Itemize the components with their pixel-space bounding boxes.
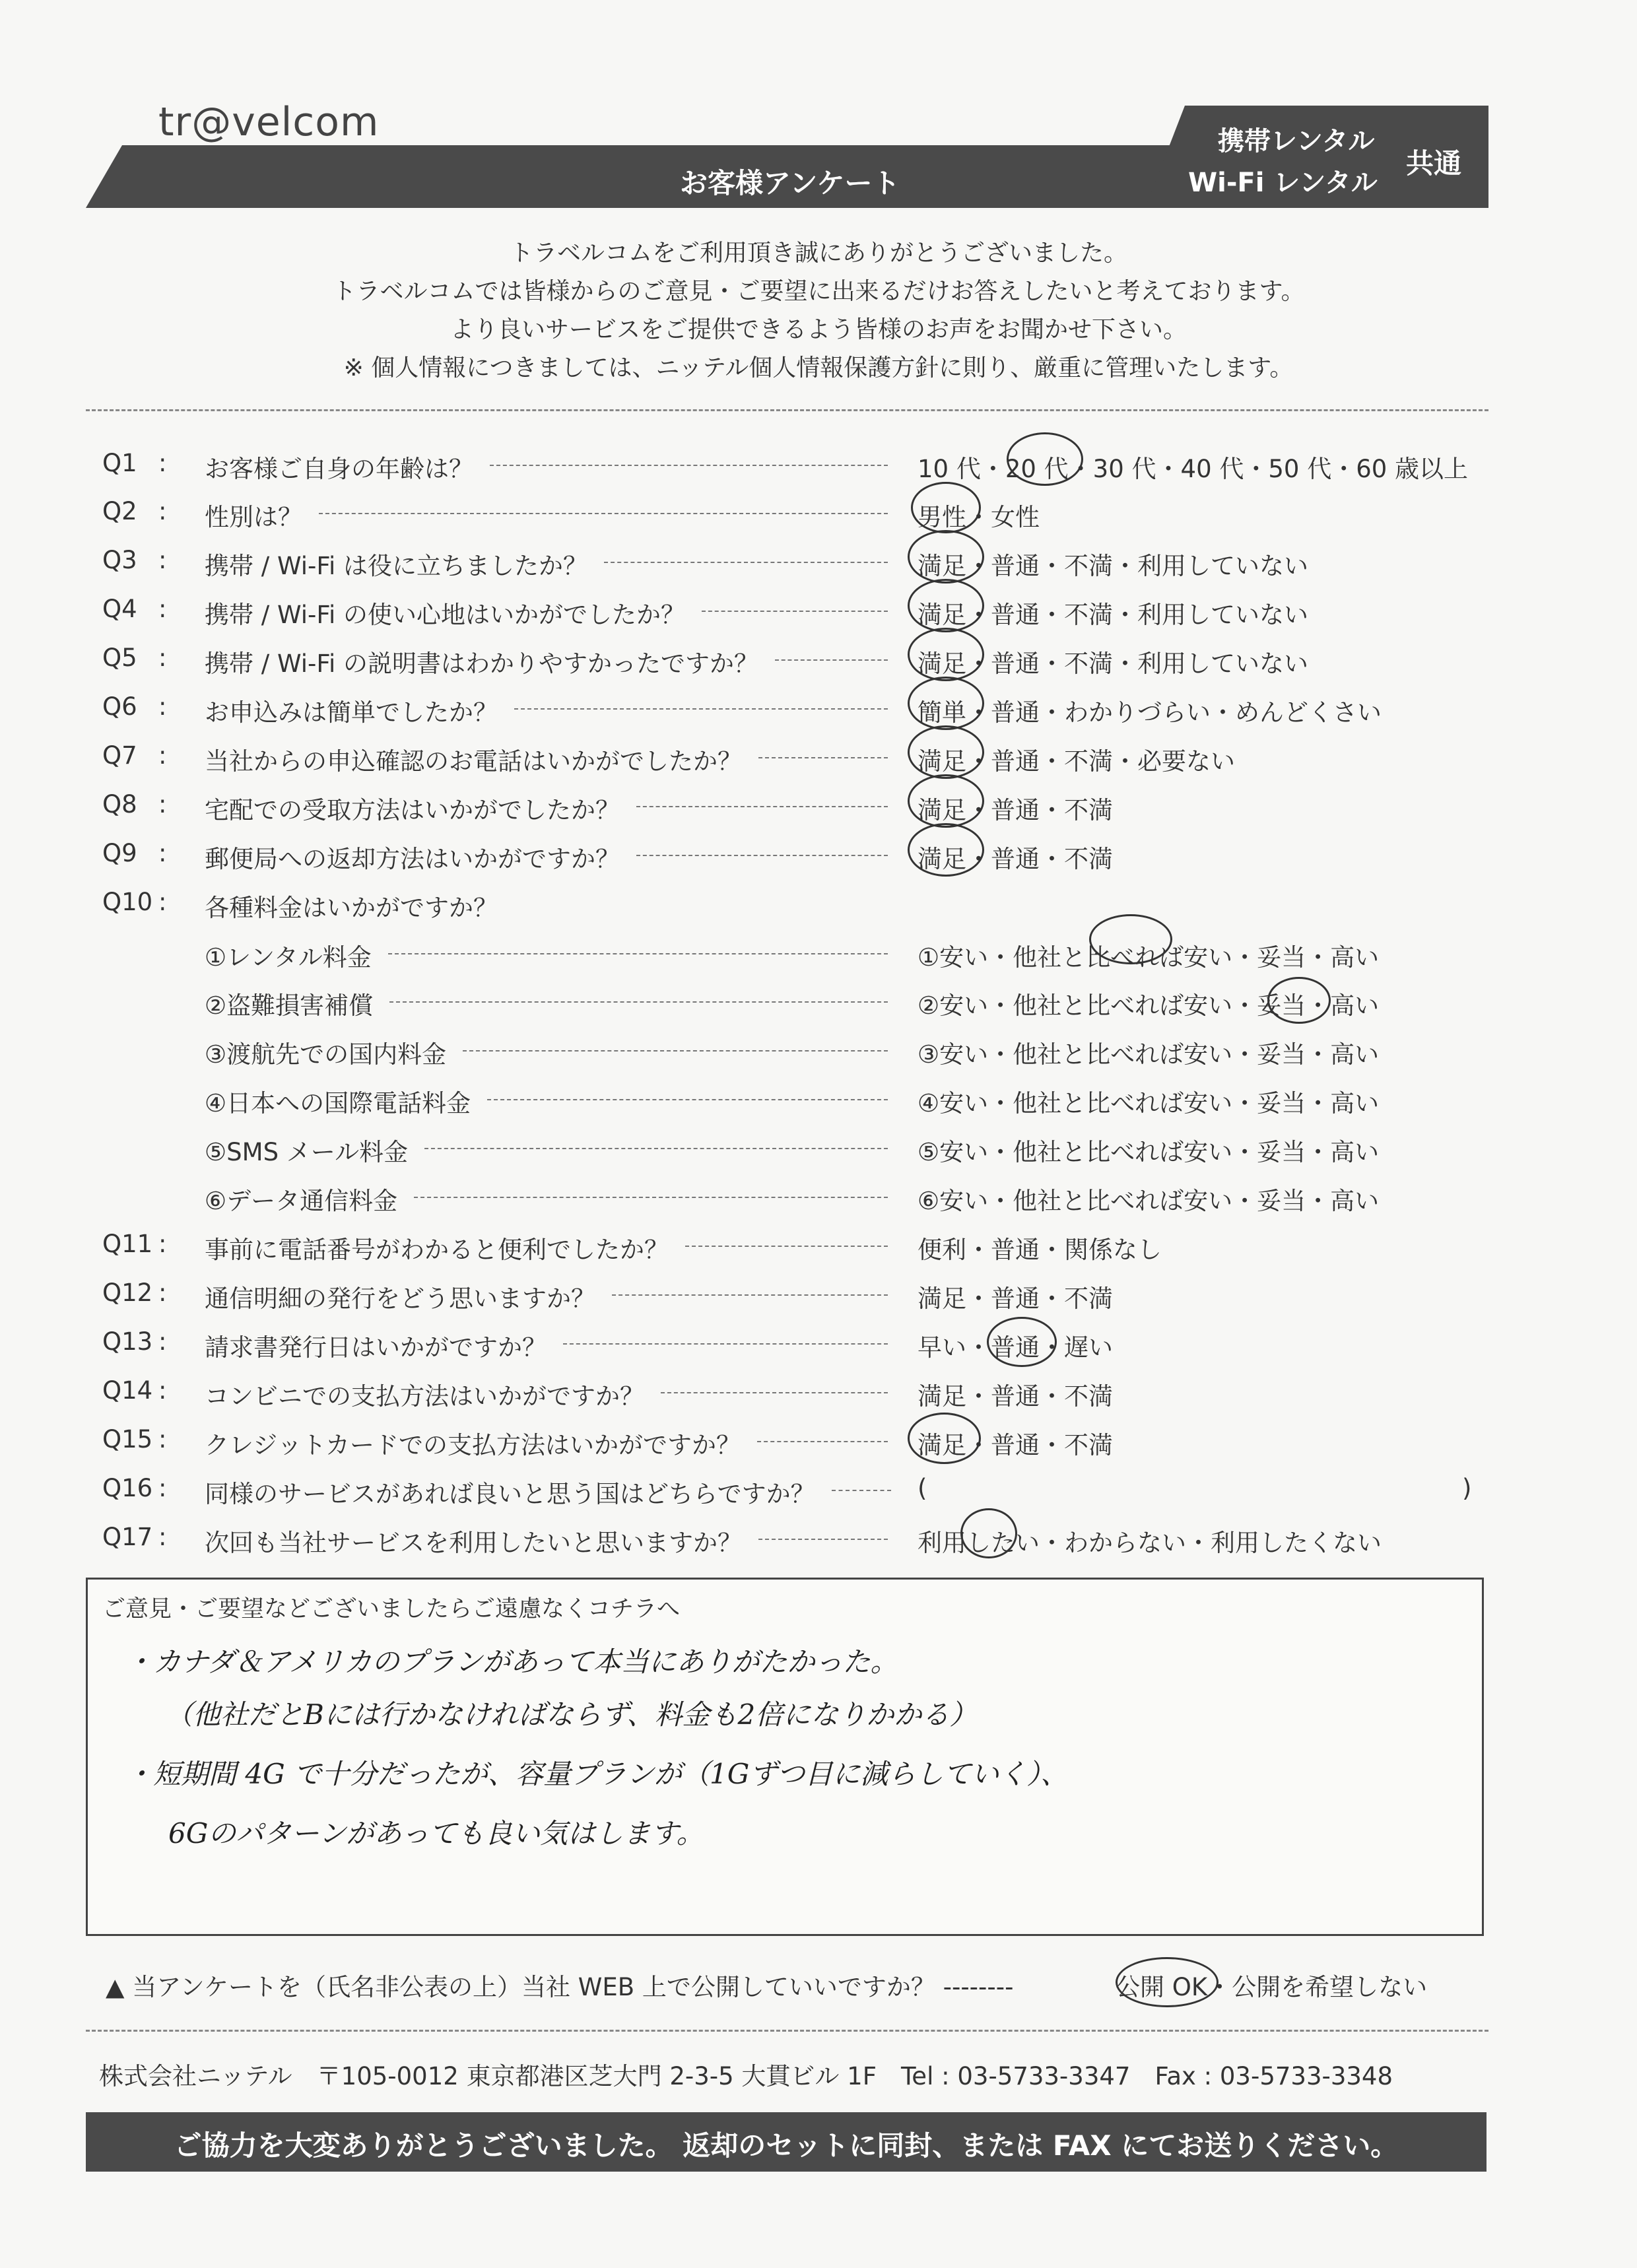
- question-text: お申込みは簡単でしたか？: [205, 698, 498, 727]
- publish-question: ▲ 当アンケートを（氏名非公表の上）当社 WEB 上で公開していいですか？ --------: [106, 1973, 1014, 2001]
- question-answers: 10 代・20 代・30 代・40 代・50 代・60 歳以上: [918, 455, 1469, 483]
- leader-dashes: [685, 1246, 888, 1247]
- leader-dashes: [775, 659, 888, 661]
- leader-dashes: [832, 1490, 891, 1491]
- question-number: Q5: [102, 644, 137, 672]
- question-number: Q4: [102, 595, 137, 623]
- page-title: お客様アンケート: [680, 167, 900, 199]
- question-answers: 満足・普通・不満・必要ない: [918, 747, 1235, 776]
- leader-dashes: [604, 562, 888, 563]
- question-text: お客様ご自身の年齢は？: [205, 455, 473, 483]
- question-colon: :: [158, 1230, 167, 1258]
- intro-line: より良いサービスをご提供できるよう皆様のお声をお聞かせ下さい。: [450, 316, 1187, 343]
- leader-dashes: [514, 708, 888, 710]
- leader-dashes: [757, 1441, 888, 1442]
- fee-label: ②盗難損害補償: [205, 991, 374, 1020]
- question-answers: 満足・普通・不満: [918, 1431, 1113, 1459]
- leader-dashes: [636, 855, 888, 856]
- footer-text: ご協力を大変ありがとうございました。 返却のセットに同封、または FAX にてお送りください。: [174, 2129, 1399, 2162]
- question-colon: :: [158, 546, 167, 574]
- question-text: 事前に電話番号がわかると便利でしたか？: [205, 1236, 669, 1264]
- question-number: Q15: [102, 1425, 153, 1453]
- comment-line: （他社だとBには行かなければならず、料金も2倍になりかかる）: [165, 1698, 978, 1731]
- question-text: 携帯 / Wi-Fi は役に立ちましたか？: [205, 552, 588, 580]
- travelcom-logo: tr@velcom: [158, 99, 380, 145]
- comment-line: 6Gのパターンがあっても良い気はします。: [168, 1817, 704, 1850]
- question-colon: :: [158, 692, 167, 721]
- question-number: Q9: [102, 839, 137, 867]
- question-text: 携帯 / Wi-Fi の説明書はわかりやすかったですか？: [205, 650, 759, 678]
- leader-dashes: [490, 465, 888, 466]
- question-answers: 満足・普通・不満: [918, 1284, 1113, 1313]
- fee-answers: ①安い・他社と比べれば安い・妥当・高い: [918, 943, 1380, 972]
- question-answers: 早い・普通・遅い: [918, 1333, 1113, 1362]
- intro-line: ※ 個人情報につきましては、ニッテル個人情報保護方針に則り、厳重に管理いたします。: [343, 354, 1294, 382]
- leader-dashes: [319, 513, 888, 514]
- question-number: Q12: [102, 1279, 153, 1307]
- question-number: Q16: [102, 1474, 153, 1502]
- question-text: 当社からの申込確認のお電話はいかがでしたか？: [205, 747, 742, 776]
- leader-dashes: [636, 806, 888, 807]
- question-text: 性別は？: [205, 503, 302, 531]
- question-text: 宅配での受取方法はいかがでしたか？: [205, 796, 620, 824]
- intro-line: トラベルコムでは皆様からのご意見・ご要望に出来るだけお答えしたいと考えております。: [332, 278, 1305, 305]
- leader-dashes: [758, 757, 888, 758]
- fee-answers: ③安い・他社と比べれば安い・妥当・高い: [918, 1040, 1380, 1069]
- leader-dashes: [661, 1392, 888, 1393]
- question-text: クレジットカードでの支払方法はいかがですか？: [205, 1431, 741, 1459]
- fee-answers: ②安い・他社と比べれば安い・妥当・高い: [918, 991, 1380, 1020]
- question-number: Q3: [102, 546, 137, 574]
- question-text: 各種料金はいかがですか？: [205, 894, 498, 922]
- question-colon: :: [158, 790, 167, 818]
- question-answers: (: [918, 1474, 927, 1502]
- question-colon: :: [158, 1327, 167, 1356]
- question-colon: :: [158, 449, 167, 477]
- leader-dashes: [463, 1050, 888, 1051]
- question-number: Q6: [102, 692, 137, 721]
- fee-label: ⑥データ通信料金: [205, 1187, 398, 1215]
- question-answers: 便利・普通・関係なし: [918, 1236, 1162, 1264]
- leader-dashes: [612, 1294, 888, 1296]
- question-answers: 満足・普通・不満・利用していない: [918, 552, 1308, 580]
- question-number: Q10: [102, 888, 153, 916]
- intro-line: トラベルコムをご利用頂き誠にありがとうございました。: [509, 240, 1127, 267]
- question-number: Q7: [102, 741, 137, 770]
- company-info: 株式会社ニッテル 〒105-0012 東京都港区芝大門 2-3-5 大貫ビル 1F Tel : 03-5733-3347 Fax : 03-5733-3348: [99, 2062, 1393, 2090]
- leader-dashes: [424, 1148, 888, 1149]
- tab-mobile-rental: 携帯レンタル: [1218, 126, 1375, 156]
- fee-label: ③渡航先での国内料金: [205, 1040, 447, 1069]
- question-number: Q1: [102, 449, 137, 477]
- tab-common: 共通: [1406, 147, 1462, 180]
- leader-dashes: [389, 1001, 888, 1003]
- fee-answers: ⑥安い・他社と比べれば安い・妥当・高い: [918, 1187, 1380, 1215]
- question-number: Q17: [102, 1523, 153, 1551]
- question-text: 郵便局への返却方法はいかがですか？: [205, 845, 620, 873]
- question-number: Q8: [102, 790, 137, 818]
- question-colon: :: [158, 1474, 167, 1502]
- question-answers: 満足・普通・不満: [918, 845, 1113, 873]
- question-number: Q13: [102, 1327, 153, 1356]
- leader-dashes: [563, 1343, 888, 1345]
- question-colon: :: [158, 888, 167, 916]
- question-number: Q11: [102, 1230, 153, 1258]
- question-number: Q14: [102, 1376, 153, 1405]
- divider: [86, 2030, 1488, 2032]
- question-colon: :: [158, 741, 167, 770]
- fee-answers: ⑤安い・他社と比べれば安い・妥当・高い: [918, 1138, 1380, 1166]
- comment-line: ・短期間 4G で十分だったが、容量プランが（1Gずつ目に減らしていく）、: [125, 1758, 1069, 1790]
- question-text: コンビニでの支払方法はいかがですか？: [205, 1382, 644, 1411]
- leader-dashes: [487, 1099, 888, 1100]
- question-answers: 満足・普通・不満: [918, 1382, 1113, 1411]
- question-number: Q2: [102, 497, 137, 525]
- leader-dashes: [702, 611, 888, 612]
- question-answers: 満足・普通・不満: [918, 796, 1113, 824]
- leader-dashes: [758, 1539, 888, 1540]
- question-colon: :: [158, 1523, 167, 1551]
- question-colon: :: [158, 644, 167, 672]
- question-text: 請求書発行日はいかがですか？: [205, 1333, 547, 1362]
- question-colon: :: [158, 497, 167, 525]
- fee-label: ①レンタル料金: [205, 943, 372, 972]
- divider: [86, 409, 1488, 411]
- comment-line: ・カナダ＆アメリカのプランがあって本当にありがたかった。: [125, 1646, 898, 1678]
- question-answers: 利用したい・わからない・利用したくない: [918, 1529, 1382, 1557]
- question-text: 通信明細の発行をどう思いますか？: [205, 1284, 595, 1313]
- fee-label: ⑤SMS メール料金: [205, 1138, 409, 1166]
- q16-close-paren: ): [1462, 1474, 1472, 1502]
- fee-label: ④日本への国際電話料金: [205, 1089, 471, 1117]
- question-text: 同様のサービスがあれば良いと思う国はどちらですか？: [205, 1480, 815, 1508]
- publish-answers: 公開 OK・公開を希望しない: [1116, 1973, 1428, 2001]
- question-answers: 男性・女性: [918, 503, 1040, 531]
- leader-dashes: [414, 1197, 888, 1198]
- fee-answers: ④安い・他社と比べれば安い・妥当・高い: [918, 1089, 1380, 1117]
- question-colon: :: [158, 1376, 167, 1405]
- question-colon: :: [158, 1279, 167, 1307]
- question-answers: 満足・普通・不満・利用していない: [918, 601, 1308, 629]
- question-text: 携帯 / Wi-Fi の使い心地はいかがでしたか？: [205, 601, 686, 629]
- question-colon: :: [158, 595, 167, 623]
- tab-wifi-rental: Wi-Fi レンタル: [1188, 168, 1378, 198]
- question-colon: :: [158, 839, 167, 867]
- question-answers: 満足・普通・不満・利用していない: [918, 650, 1308, 678]
- question-answers: 簡単・普通・わかりづらい・めんどくさい: [918, 698, 1382, 727]
- leader-dashes: [388, 953, 888, 954]
- question-colon: :: [158, 1425, 167, 1453]
- question-text: 次回も当社サービスを利用したいと思いますか？: [205, 1529, 742, 1557]
- comment-label: ご意見・ご要望などございましたらご遠慮なくコチラへ: [102, 1596, 681, 1622]
